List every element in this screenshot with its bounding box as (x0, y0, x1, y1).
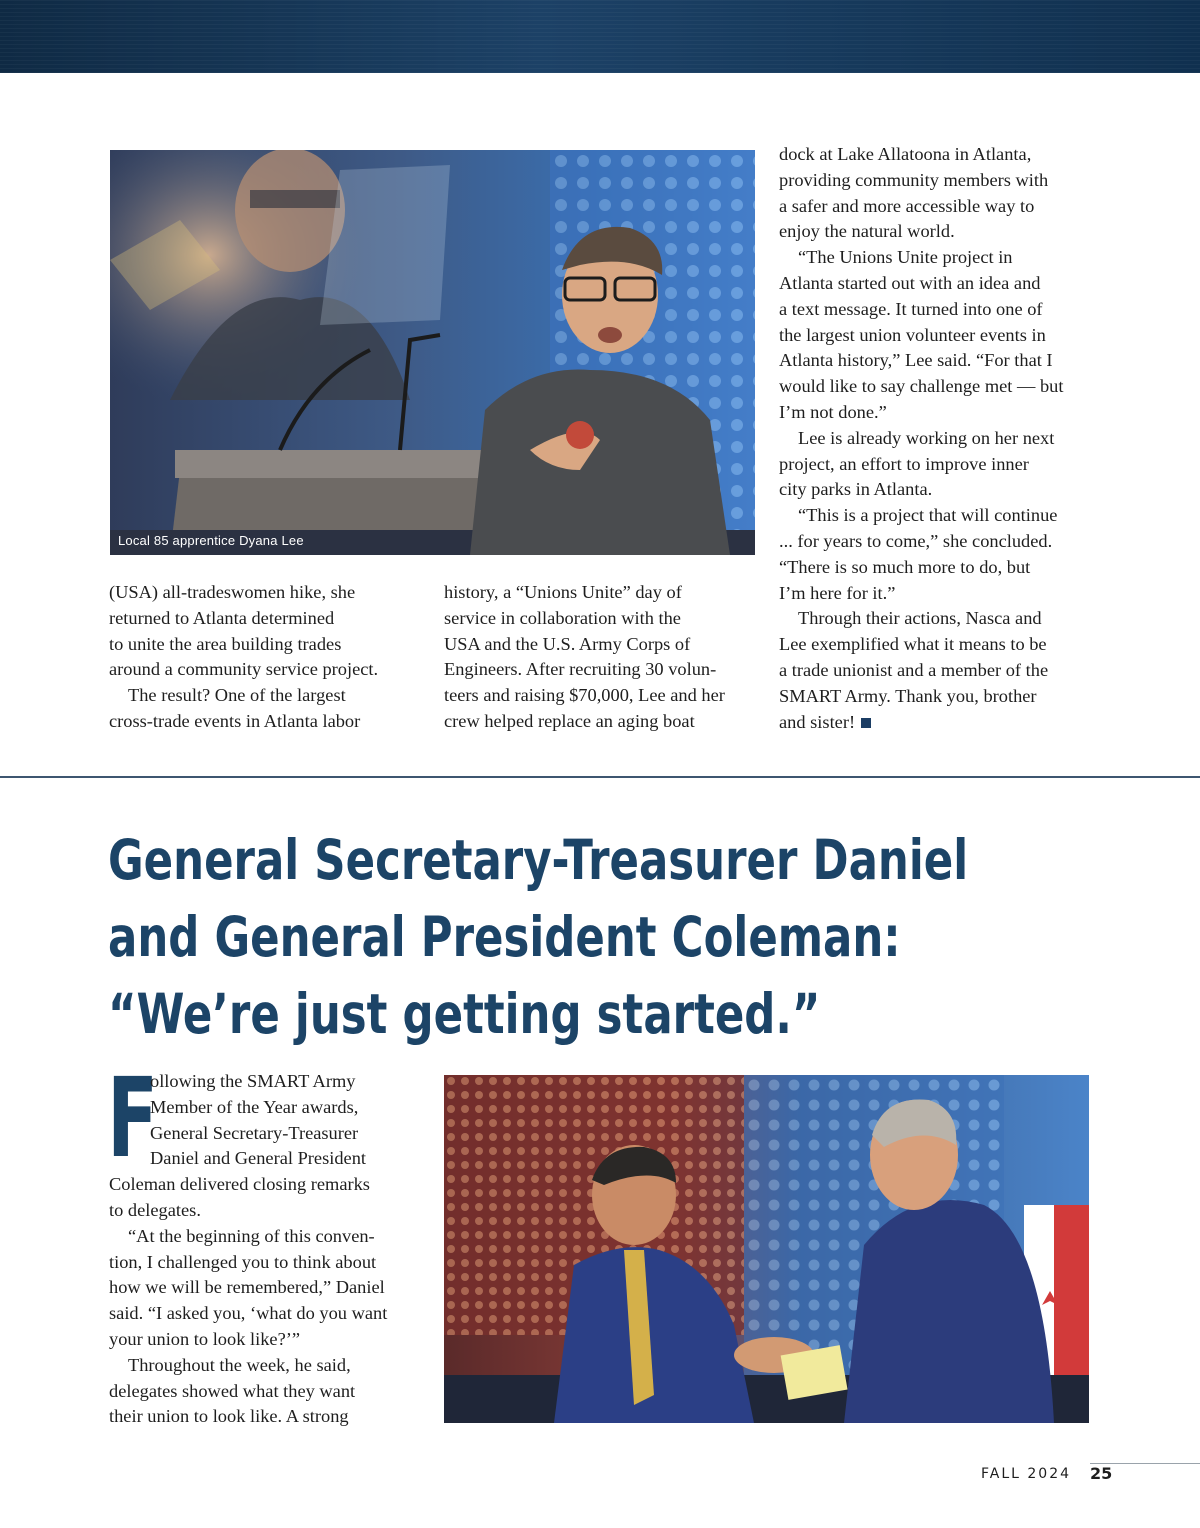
text-line: I’m here for it.” (779, 582, 896, 603)
headline-line: General Secretary-Treasurer Daniel (108, 828, 969, 892)
text-line: returned to Atlanta determined (109, 607, 335, 628)
text-line: your union to look like?’” (109, 1328, 301, 1349)
text-line: around a community service project. (109, 659, 379, 680)
text-line: USA and the U.S. Army Corps of (444, 633, 691, 654)
article1-column-2 (444, 580, 725, 735)
text-line: “This is a project that will continue (798, 505, 1058, 526)
text-line: Atlanta history,” Lee said. “For that I (779, 350, 1053, 371)
text-line: (USA) all-tradeswomen hike, she (109, 582, 356, 602)
text-line: Atlanta started out with an idea and (779, 272, 1041, 293)
text-line: Through their actions, Nasca and (798, 608, 1042, 629)
text-line: their union to look like. A strong (109, 1406, 349, 1427)
footer-issue: FALL 2024 (981, 1466, 1072, 1482)
text-line: SMART Army. Thank you, brother (779, 685, 1037, 706)
text-line: a safer and more accessible way to (779, 195, 1035, 216)
text-line: a trade unionist and a member of the (779, 659, 1049, 680)
text-line: “The Unions Unite project in (798, 247, 1013, 268)
text-line: history, a “Unions Unite” day of (444, 582, 682, 602)
text-span: and sister! (779, 711, 856, 732)
text-line: project, an effort to improve inner (779, 453, 1029, 474)
text-line: ... for years to come,” she concluded. (779, 530, 1053, 551)
text-line: delegates showed what they want (109, 1380, 356, 1401)
text-line: General Secretary-Treasurer (150, 1122, 359, 1143)
text-line: tion, I challenged you to think about (109, 1251, 377, 1272)
text-line: Daniel and General President (150, 1148, 367, 1169)
section-divider (0, 776, 1200, 778)
text-line: the largest union volunteer events in (779, 324, 1046, 345)
text-line: Lee is already working on her next (798, 427, 1055, 448)
text-line: teers and raising $70,000, Lee and her (444, 685, 725, 706)
text-line: Lee exemplified what it means to be (779, 634, 1047, 655)
photo-caption: Local 85 apprentice Dyana Lee (118, 533, 304, 548)
article2-headline (108, 822, 969, 1053)
text-line: to delegates. (109, 1199, 201, 1220)
text-line: I’m not done.” (779, 401, 887, 422)
handshake-image (444, 1075, 1089, 1423)
text-line: would like to say challenge met — but (779, 376, 1064, 397)
text-line: city parks in Atlanta. (779, 479, 933, 500)
text-line: Throughout the week, he said, (128, 1354, 351, 1375)
text-line: crew helped replace an aging boat (444, 710, 695, 731)
page-number: 25 (1090, 1464, 1113, 1483)
photo-handshake (444, 1075, 1089, 1423)
text-line: ollowing the SMART Army (150, 1071, 356, 1091)
text-line: dock at Lake Allatoona in Atlanta, (779, 144, 1032, 164)
text-line: said. “I asked you, ‘what do you want (109, 1303, 388, 1324)
text-line: “At the beginning of this conven- (128, 1225, 375, 1246)
text-line: enjoy the natural world. (779, 221, 955, 242)
article1-column-1 (109, 580, 378, 735)
text-line: to unite the area building trades (109, 633, 342, 654)
top-banner (0, 0, 1200, 73)
text-line: Member of the Year awards, (150, 1096, 359, 1117)
text-line: cross-trade events in Atlanta labor (109, 710, 361, 731)
drop-cap: F (107, 1054, 159, 1182)
text-line: Coleman delivered closing remarks (109, 1174, 370, 1195)
photo-speaker-podium (110, 150, 755, 555)
text-line: Engineers. After recruiting 30 volun- (444, 659, 717, 680)
text-line: service in collaboration with the (444, 607, 681, 628)
headline-line: and General President Coleman: (108, 905, 901, 969)
text-line: “There is so much more to do, but (779, 556, 1031, 577)
article1-column-3 (779, 142, 1063, 735)
end-mark-icon (861, 718, 871, 728)
headline-line: “We’re just getting started.” (108, 982, 821, 1046)
text-line: how we will be remembered,” Daniel (109, 1277, 385, 1298)
article2-body (107, 1054, 388, 1430)
text-line-last (779, 710, 1063, 736)
text-line: The result? One of the largest (128, 685, 346, 706)
text-line: providing community members with (779, 169, 1049, 190)
speaker-podium-image (110, 150, 755, 555)
text-line: a text message. It turned into one of (779, 298, 1043, 319)
